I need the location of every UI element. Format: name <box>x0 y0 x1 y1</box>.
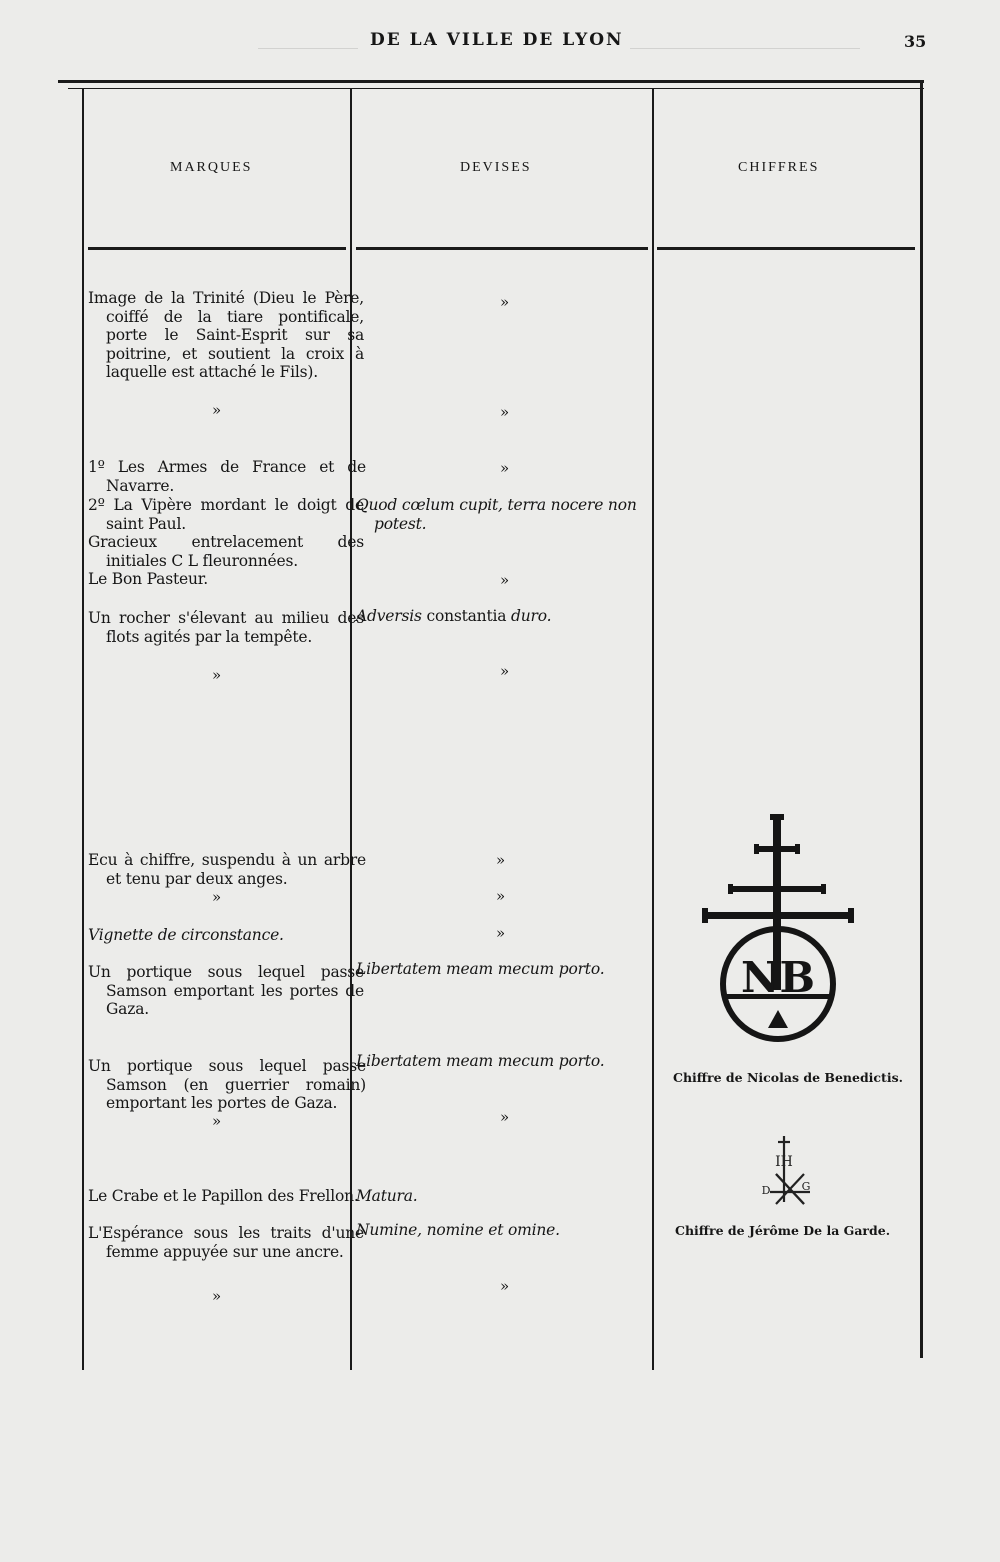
column-head-devises: DEVISES <box>460 160 532 175</box>
devise-adversis-2: constantia <box>421 607 512 625</box>
devise-libertatem-1: Libertatem meam mecum porto. <box>356 960 605 978</box>
devise-numine: Numine, nomine et omine. <box>356 1221 560 1239</box>
marque-bon-pasteur: Le Bon Pasteur. <box>88 570 208 588</box>
svg-text:G: G <box>801 1180 811 1193</box>
caption-garde: Chiffre de Jérôme De la Garde. <box>675 1223 891 1238</box>
marque-ditto-3: » <box>212 888 222 906</box>
devise-libertatem-2: Libertatem meam mecum porto. <box>356 1052 605 1070</box>
marque-vignette: Vignette de circonstance. <box>88 926 284 944</box>
marque-portique-1: Un portique sous lequel passe Samson emportant les portes de Gaza. <box>88 963 364 1019</box>
running-head: DE LA VILLE DE LYON <box>370 30 624 50</box>
column-head-marques: MARQUES <box>170 160 253 175</box>
svg-text:IH: IH <box>775 1154 793 1170</box>
top-thin-rule <box>68 88 924 89</box>
benedictis-monogram: NB <box>741 953 815 1002</box>
divider-devises-chiffres <box>652 88 654 1370</box>
show-through-right <box>630 38 860 49</box>
devise-quod-coelum: Quod cœlum cupit, terra nocere non potest. <box>356 496 637 533</box>
marque-ditto-4: » <box>212 1112 222 1130</box>
header-bottom-rule-1 <box>88 247 346 250</box>
devise-matura: Matura. <box>356 1187 418 1205</box>
marque-trinite: Image de la Trinité (Dieu le Père, coiffé de la tiare pontificale, porte le Saint-Esprit sur sa poitrine, et soutient la croix à laquelle est attaché le Fils). <box>88 289 364 382</box>
devise-ditto-3: » <box>500 459 510 477</box>
devise-ditto-6: » <box>496 851 506 869</box>
devise-ditto-2: » <box>500 403 510 421</box>
column-head-chiffres: CHIFFRES <box>738 160 820 175</box>
header-bottom-rule-3 <box>657 247 915 250</box>
devise-ditto-4: » <box>500 571 510 589</box>
devise-ditto-7: » <box>496 887 506 905</box>
devise-ditto-8: » <box>496 924 506 942</box>
marque-crabe: Le Crabe et le Papillon des Frellon. <box>88 1187 359 1205</box>
devise-adversis-1: Adversis <box>356 607 422 625</box>
marque-portique-2: Un portique sous lequel passe Samson (en guerrier romain) emportant les portes de Gaza. <box>88 1057 366 1113</box>
marque-vipere: 2º La Vipère mordant le doigt de saint Paul. <box>88 496 364 533</box>
devise-ditto-1: » <box>500 293 510 311</box>
marque-ditto-5: » <box>212 1287 222 1305</box>
devise-ditto-5: » <box>500 662 510 680</box>
marque-ditto-1: » <box>212 401 222 419</box>
caption-benedictis: Chiffre de Nicolas de Benedictis. <box>673 1070 903 1085</box>
marque-esperance: L'Espérance sous les traits d'une femme appuyée sur une ancre. <box>88 1224 364 1261</box>
marque-armes-france: 1º Les Armes de France et de Navarre. <box>88 458 366 495</box>
marque-rocher: Un rocher s'élevant au milieu des flots agités par la tempête. <box>88 609 364 646</box>
devise-adversis-3: duro. <box>511 607 552 625</box>
page-number: 35 <box>904 32 927 51</box>
marque-ecu-chiffre: Ecu à chiffre, suspendu à un arbre et tenu par deux anges. <box>88 851 366 888</box>
header-bottom-rule-2 <box>356 247 648 250</box>
devise-ditto-9: » <box>500 1108 510 1126</box>
svg-text:D: D <box>761 1184 771 1197</box>
devise-adversis <box>356 607 652 626</box>
marque-entrelacement: Gracieux entrelacement des initiales C L fleuronnées. <box>88 533 364 570</box>
right-frame-line <box>920 80 923 1358</box>
benedictis-cross-icon <box>700 812 856 1048</box>
show-through-left <box>258 38 358 49</box>
divider-marques-devises <box>350 88 352 1370</box>
garde-monogram-icon <box>758 1132 818 1212</box>
top-thick-rule <box>58 80 924 83</box>
devise-ditto-10: » <box>500 1277 510 1295</box>
left-frame-line <box>82 88 84 1370</box>
marque-ditto-2: » <box>212 666 222 684</box>
